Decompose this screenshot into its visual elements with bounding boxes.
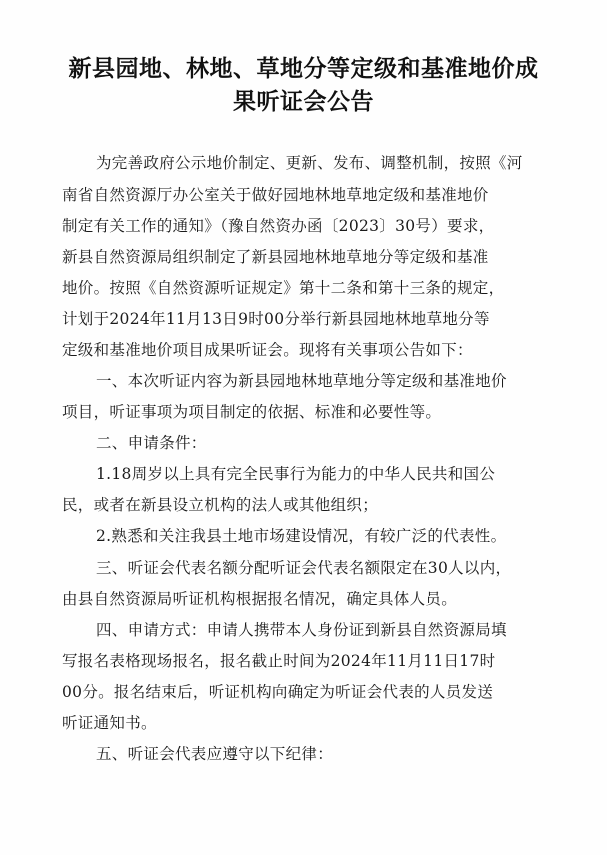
paragraph-line: 计划于2024年11月13日9时00分举行新县园地林地草地分等 [62,310,490,328]
condition-one-line: 民，或者在新县设立机构的法人或其他组织； [62,496,379,514]
section-three-line: 由县自然资源局听证机构根据报名情况，确定具体人员。 [62,590,458,608]
section-four-line: 00分。报名结束后，听证机构向确定为听证会代表的人员发送 [62,683,494,701]
section-four-line: 听证通知书。 [62,714,157,732]
section-one-line: 项目，听证事项为项目制定的依据、标准和必要性等。 [62,403,442,421]
section-four-line: 四、申请方式：申请人携带本人身份证到新县自然资源局填 [96,621,507,639]
paragraph-line: 为完善政府公示地价制定、更新、发布、调整机制，按照《河 [96,154,523,172]
section-one-line: 一、本次听证内容为新县园地林地草地分等定级和基准地价 [96,372,507,390]
paragraph-line: 地价。按照《自然资源听证规定》第十二条和第十三条的规定， [62,279,505,297]
document-title-line-1: 新县园地、林地、草地分等定级和基准地价成 [68,56,539,82]
paragraph-line: 新县自然资源局组织制定了新县园地林地草地分等定级和基准 [62,248,489,266]
paragraph-line: 定级和基准地价项目成果听证会。现将有关事项公告如下： [62,341,473,359]
paragraph-line: 制定有关工作的通知》（豫自然资办函〔2023〕30号）要求， [62,217,495,235]
section-three-line: 三、听证会代表名额分配听证会代表名额限定在30人以内， [96,559,512,577]
condition-one-line: 1.18周岁以上具有完全民事行为能力的中华人民共和国公 [96,465,496,483]
document-title-line-2: 果听证会公告 [233,89,374,115]
section-five-heading: 五、听证会代表应遵守以下纪律： [96,745,334,763]
section-four-line: 写报名表格现场报名，报名截止时间为2024年11月11日17时 [62,652,496,670]
condition-two-line: 2.熟悉和关注我县土地市场建设情况，有较广泛的代表性。 [96,527,507,545]
paragraph-line: 南省自然资源厅办公室关于做好园地林地草地定级和基准地价 [62,186,489,204]
section-two-heading: 二、申请条件： [96,434,207,452]
